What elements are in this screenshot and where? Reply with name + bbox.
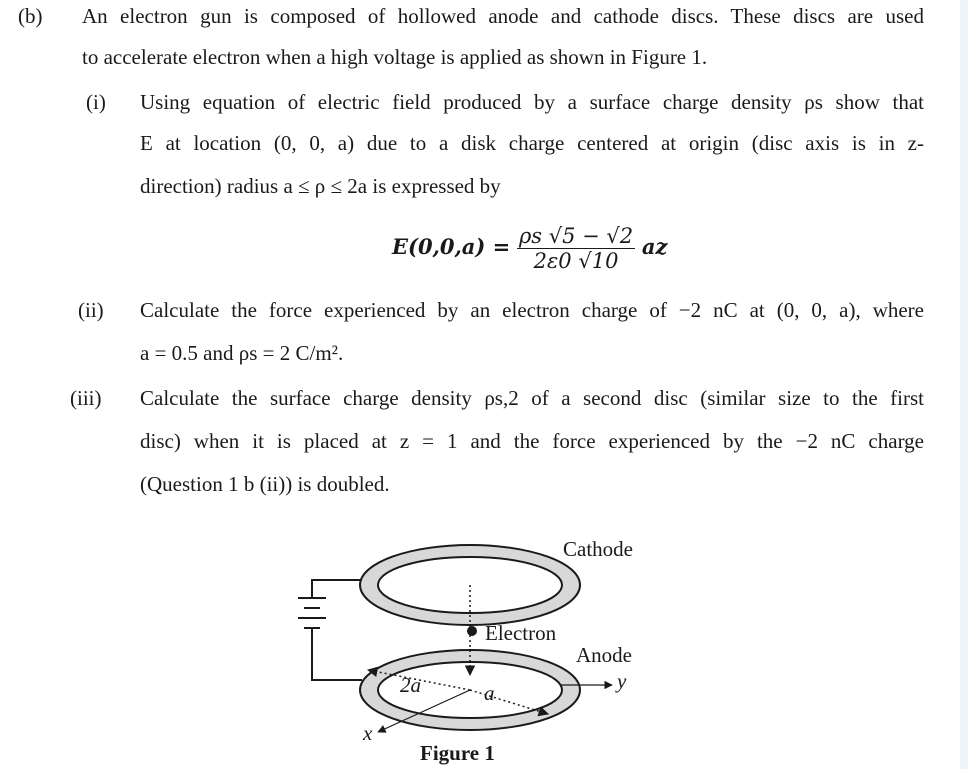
part-i-line-1: Using equation of electric field produced by a surface charge density ρs show that	[140, 90, 924, 114]
y-axis-label: y	[617, 669, 627, 693]
part-ii-label: (ii)	[78, 298, 104, 322]
battery-circuit	[298, 580, 362, 680]
equation-lhs: E(0,0,a) =	[392, 234, 511, 259]
part-ii-line-1: Calculate the force experienced by an electron charge of −2 nC at (0, 0, a), where	[140, 298, 924, 322]
equation-denominator: 2ε0 √10	[533, 249, 619, 273]
part-i-label: (i)	[86, 90, 106, 114]
part-iii-label: (iii)	[70, 386, 102, 410]
part-i-line-3: direction) radius a ≤ ρ ≤ 2a is expressed by	[140, 174, 501, 198]
equation-unit-vector: az	[641, 234, 668, 259]
intro-line-2: to accelerate electron when a high voltage is applied as shown in Figure 1.	[82, 45, 708, 69]
part-ii-line-2: a = 0.5 and ρs = 2 C/m².	[140, 341, 344, 365]
electron-label: Electron	[485, 621, 557, 645]
intro-line-1: An electron gun is composed of hollowed anode and cathode discs. These discs are used	[82, 4, 924, 28]
equation-numerator: ρs √5 − √2	[518, 224, 634, 248]
part-iii-line-2: disc) when it is placed at z = 1 and the force experienced by the −2 nC charge	[140, 429, 924, 453]
a-label: a	[484, 681, 495, 705]
x-axis-label: x	[363, 721, 373, 745]
part-iii-line-3: (Question 1 b (ii)) is doubled.	[140, 472, 390, 496]
electron-dot	[467, 626, 477, 636]
two-a-label: 2a	[400, 673, 421, 697]
anode-label: Anode	[576, 643, 632, 667]
question-label: (b)	[18, 4, 43, 28]
figure-caption: Figure 1	[420, 741, 495, 765]
cathode-label: Cathode	[563, 537, 633, 561]
part-iii-line-1: Calculate the surface charge density ρs,2 of a second disc (similar size to the first	[140, 386, 924, 410]
part-i-line-2: E at location (0, 0, a) due to a disk charge centered at origin (disc axis is in z-	[140, 131, 924, 155]
